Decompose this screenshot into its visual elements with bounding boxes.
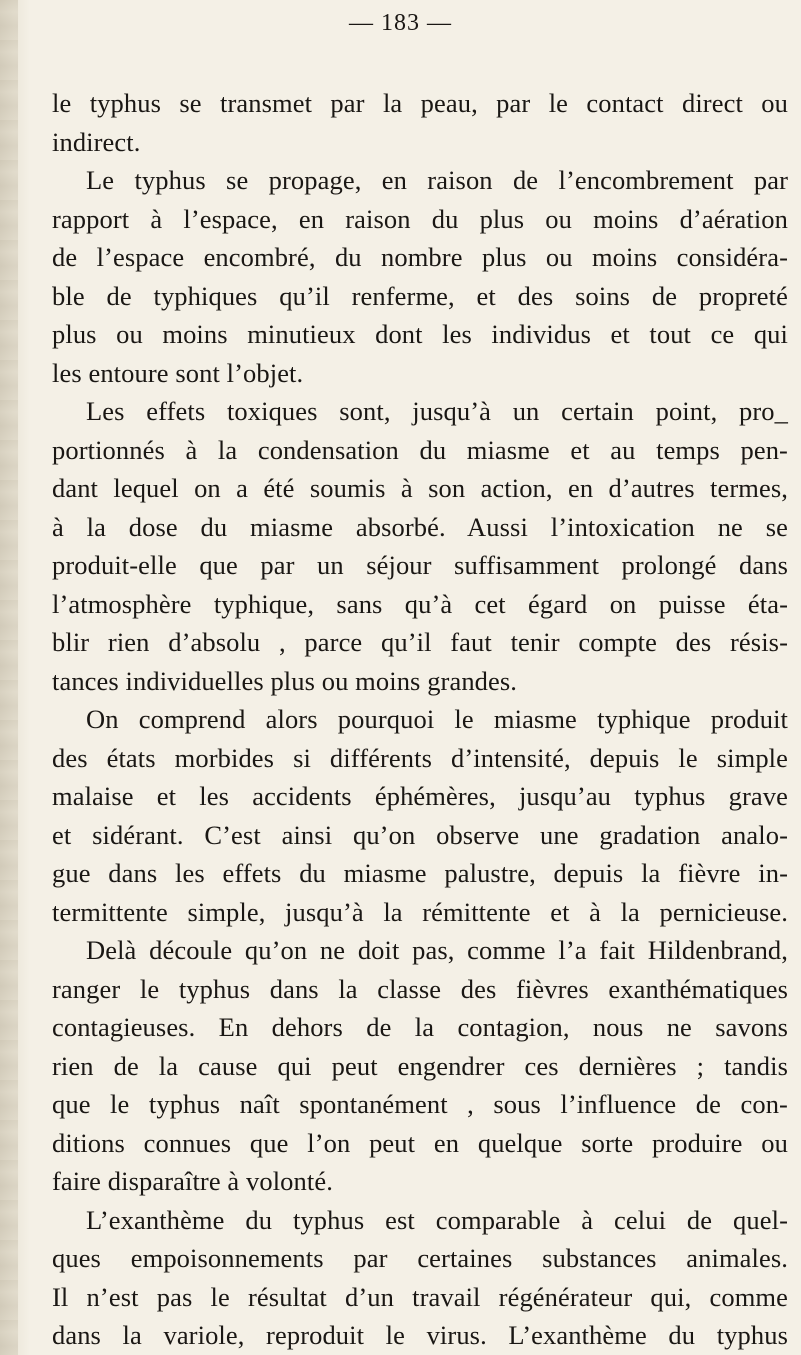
text-line: plus ou moins minutieux dont les individus et tout ce qui	[52, 319, 788, 349]
body-text	[52, 84, 788, 1355]
text-line: portionnés à la condensation du miasme et au temps pen-	[52, 434, 788, 465]
text-line: le typhus se transmet par la peau, par le contact direct ou	[52, 88, 788, 118]
text-line: On comprend alors pourquoi le miasme typhique produit	[86, 704, 788, 734]
text-line: L’exanthème du typhus est comparable à celui de quel-	[86, 1204, 788, 1235]
text-line: termittente simple, jusqu’à la rémittente et à la pernicieuse.	[52, 896, 788, 927]
text-line: l’atmosphère typhique, sans qu’à cet égard on puisse éta-	[52, 588, 788, 619]
text-line: tances individuelles plus ou moins grandes.	[52, 665, 518, 696]
text-line: ques empoisonnements par certaines substances animales.	[52, 1243, 788, 1273]
text-line: faire disparaître à volonté.	[52, 1166, 333, 1196]
text-line: de l’espace encombré, du nombre plus ou moins considéra-	[52, 242, 788, 272]
page-number: — 183 —	[349, 10, 452, 36]
text-line: dans la variole, reproduit le virus. L’exanthème du typhus	[52, 1320, 788, 1350]
text-line: contagieuses. En dehors de la contagion, nous ne savons	[52, 1012, 788, 1042]
text-line: ditions connues que l’on peut en quelque sorte produire ou	[52, 1127, 788, 1158]
text-line: dant lequel on a été soumis à son action, en d’autres termes,	[52, 473, 788, 503]
text-line: rapport à l’espace, en raison du plus ou moins d’aération	[52, 203, 788, 234]
text-line: Il n’est pas le résultat d’un travail régénérateur qui, comme	[52, 1281, 788, 1312]
text-line: à la dose du miasme absorbé. Aussi l’intoxication ne se	[52, 511, 788, 542]
text-line: ble de typhiques qu’il renferme, et des soins de propreté	[52, 280, 788, 311]
text-line: Le typhus se propage, en raison de l’encombrement par	[86, 165, 788, 195]
text-line: Les effets toxiques sont, jusqu’à un certain point, pro_	[86, 396, 788, 426]
text-line: ranger le typhus dans la classe des fièvres exanthématiques	[52, 973, 788, 1004]
text-line: blir rien d’absolu , parce qu’il faut tenir compte des résis-	[52, 627, 788, 657]
text-line: indirect.	[52, 126, 141, 157]
text-line: que le typhus naît spontanément , sous l’influence de con-	[52, 1089, 788, 1119]
text-line: produit-elle que par un séjour suffisamment prolongé dans	[52, 550, 788, 580]
text-line: rien de la cause qui peut engendrer ces dernières ; tandis	[52, 1050, 788, 1081]
text-line: Delà découle qu’on ne doit pas, comme l’a fait Hildenbrand,	[86, 935, 788, 965]
page-binding-edge	[0, 0, 18, 1355]
text-line: gue dans les effets du miasme palustre, depuis la fièvre in-	[52, 858, 788, 888]
text-line: des états morbides si différents d’intensité, depuis le simple	[52, 742, 788, 773]
text-line: les entoure sont l’objet.	[52, 357, 304, 388]
text-line: et sidérant. C’est ainsi qu’on observe une gradation analo-	[52, 819, 788, 850]
text-line: malaise et les accidents éphémères, jusqu’au typhus grave	[52, 781, 788, 811]
